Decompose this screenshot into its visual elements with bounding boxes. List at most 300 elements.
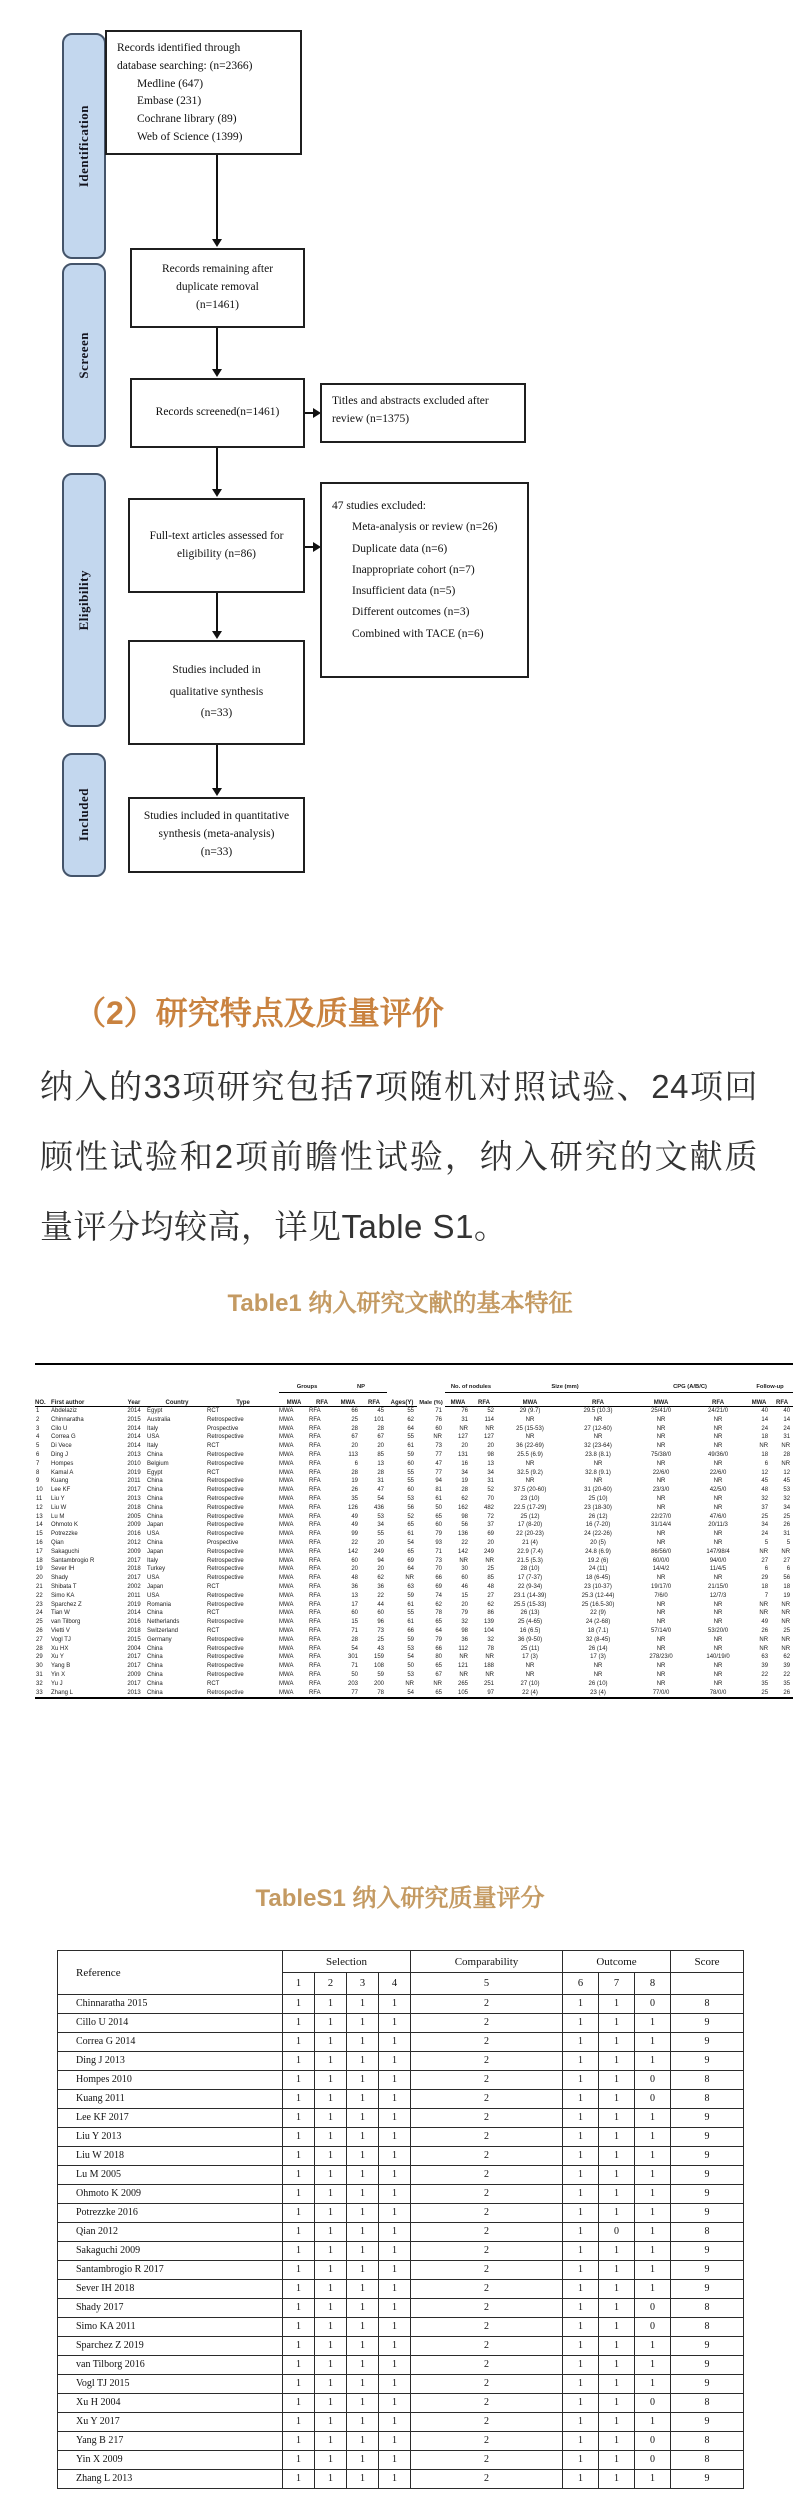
cell: Sparchez Z 2019 (58, 2337, 283, 2356)
cell: 2011 (127, 1592, 141, 1599)
cell: RFA (309, 1531, 321, 1538)
cell: 1 (315, 2432, 347, 2451)
cell: RFA (309, 1645, 321, 1652)
cell: 1 (347, 2337, 379, 2356)
box-quantitative-synthesis (128, 797, 305, 873)
table1-container (35, 1363, 793, 1699)
cell: 8 (671, 2071, 744, 2090)
cell: 126 (347, 1504, 358, 1511)
cell: 265 (457, 1680, 468, 1687)
cell: RFA (309, 1504, 321, 1511)
cell: 20 (487, 1443, 495, 1450)
cell: 1 (563, 2432, 599, 2451)
cell: RCT (207, 1469, 220, 1476)
cell: 0 (635, 2432, 671, 2451)
cell: 65 (435, 1663, 442, 1670)
cell: 31 (783, 1531, 791, 1538)
table-row (58, 2261, 744, 2280)
cell: 2017 (127, 1654, 141, 1661)
cell: NR (781, 1460, 791, 1467)
cell: 1 (283, 2261, 315, 2280)
cell: 11 (36, 1495, 43, 1502)
cell: 45 (761, 1478, 769, 1485)
cell: NR (459, 1671, 468, 1678)
cell: 2 (411, 2394, 563, 2413)
cell: Ohmoto K 2009 (58, 2185, 283, 2204)
group-header-selection: Selection (283, 1951, 411, 1973)
cell: Xu H 2004 (58, 2394, 283, 2413)
cell: RFA (309, 1601, 321, 1608)
cell: Yu J (51, 1680, 63, 1687)
box-text (162, 261, 273, 314)
cell: 1 (635, 2413, 671, 2432)
cell: 2005 (127, 1513, 141, 1520)
cell: 2013 (127, 1689, 141, 1696)
table-row (35, 1513, 793, 1522)
cell: 1 (283, 2033, 315, 2052)
cell: NR (713, 1416, 723, 1423)
cell: 2 (411, 2413, 563, 2432)
cell: 1 (563, 2299, 599, 2318)
cell: 21/15/0 (708, 1583, 729, 1590)
column-header-author: First author (51, 1393, 121, 1407)
cell: 6 (764, 1460, 769, 1467)
cell: 26 (13) (520, 1610, 540, 1617)
cell: 50 (435, 1504, 442, 1511)
cell: NR (656, 1443, 666, 1450)
cell: 63 (407, 1583, 414, 1590)
cell: MWA (279, 1416, 294, 1423)
cell: 62 (487, 1601, 495, 1608)
cell: Retrospective (207, 1522, 244, 1529)
cell: 301 (347, 1654, 358, 1661)
cell: 21 (4) (522, 1539, 538, 1546)
cell: 10 (36, 1487, 43, 1494)
cell: 20 (351, 1443, 358, 1450)
cell: Xu HX (51, 1645, 69, 1652)
cell: NR (593, 1663, 603, 1670)
cell: 48 (351, 1575, 358, 1582)
cell: Di Vece (51, 1443, 72, 1450)
box-text: Records identified through (117, 42, 241, 54)
cell: 62 (407, 1416, 414, 1423)
cell: 5 (764, 1539, 769, 1546)
table-row (35, 1653, 793, 1662)
cell: MWA (279, 1654, 294, 1661)
cell: Italy (147, 1425, 159, 1432)
column-header-type: Type (207, 1393, 279, 1407)
cell: 54 (377, 1495, 384, 1502)
cell: NR (713, 1645, 723, 1652)
box-fulltext-assessed (128, 498, 305, 593)
section-paragraph: 纳入的33项研究包括7项随机对照试验、24项回顾性试验和2项前瞻性试验，纳入研究的文献质量评分均较高，详见Table S1。 (40, 1068, 758, 1245)
table-row (58, 2166, 744, 2185)
cell: China (147, 1689, 163, 1696)
cell: 188 (484, 1663, 495, 1670)
cell: 43 (377, 1645, 384, 1652)
cell: 16 (7-20) (585, 1522, 611, 1529)
cell: 59 (407, 1636, 414, 1643)
cell: 1 (36, 1408, 40, 1414)
cell: NR (485, 1654, 495, 1661)
cell: 67 (377, 1434, 384, 1441)
table-row (35, 1680, 793, 1689)
cell: 60 (407, 1487, 414, 1494)
cell: 25.5 (15-33) (513, 1601, 547, 1608)
cell: 71 (435, 1407, 442, 1414)
cell: 46 (461, 1583, 468, 1590)
cell: 147/98/4 (706, 1548, 730, 1555)
cell: Sever IH 2018 (58, 2280, 283, 2299)
cell: 73 (377, 1627, 384, 1634)
cell: 32 (761, 1495, 769, 1502)
cell: 31 (20-60) (584, 1487, 612, 1494)
cell: 23 (4) (590, 1689, 606, 1696)
list-item: Combined with TACE (n=6) (352, 627, 484, 640)
cell: NR (593, 1416, 603, 1423)
cell: 9 (671, 2356, 744, 2375)
cell: 1 (315, 2356, 347, 2375)
cell: Cillo U 2014 (58, 2014, 283, 2033)
cell: 25 (10) (588, 1495, 608, 1502)
table-row (58, 2413, 744, 2432)
cell: NR (759, 1645, 769, 1652)
cell: 52 (487, 1487, 495, 1494)
list-item: Records remaining after (161, 263, 274, 276)
cell: Kuang 2011 (58, 2090, 283, 2109)
cell: 203 (347, 1680, 358, 1687)
box-text (150, 528, 284, 564)
cell: USA (147, 1592, 160, 1599)
cell: 25 (377, 1636, 384, 1643)
cell: 2 (411, 2242, 563, 2261)
cell: 78/0/0 (709, 1689, 727, 1696)
cell: USA (147, 1434, 160, 1441)
box-records-screened (130, 378, 305, 448)
cell: NR (713, 1610, 723, 1617)
cell: NR (759, 1610, 769, 1617)
cell: Liu Y (51, 1495, 65, 1502)
cell: 28 (10) (520, 1566, 540, 1573)
cell: 1 (635, 2242, 671, 2261)
cell: NR (759, 1548, 769, 1555)
cell: 2012 (127, 1539, 141, 1546)
cell: NR (656, 1636, 666, 1643)
cell: 1 (283, 2071, 315, 2090)
cell: 79 (435, 1636, 442, 1643)
cell: 73 (435, 1443, 442, 1450)
cell: Correa G 2014 (58, 2033, 283, 2052)
cell: MWA (279, 1425, 294, 1432)
cell: 22 (9) (590, 1610, 606, 1617)
cell: 1 (563, 2204, 599, 2223)
cell: 53 (377, 1513, 384, 1520)
cell: 12 (36, 1504, 43, 1511)
cell: 9 (671, 2280, 744, 2299)
cell: 24 (36, 1610, 43, 1617)
cell: Yang B (51, 1663, 71, 1670)
cell: 1 (347, 2470, 379, 2489)
cell: 1 (599, 2432, 635, 2451)
column-header-no: NO. (35, 1393, 51, 1407)
list-item: duplicate removal (176, 281, 259, 294)
cell: 1 (315, 2413, 347, 2432)
cell: 1 (599, 2375, 635, 2394)
cell: 1 (379, 2223, 411, 2242)
list-item: Studies included in (172, 663, 261, 676)
cell: 39 (761, 1663, 769, 1670)
cell: 1 (379, 2375, 411, 2394)
cell: 1 (315, 2451, 347, 2470)
cell: 17 (8-20) (517, 1522, 543, 1529)
cell: Sparchez Z (51, 1601, 82, 1608)
cell: RFA (309, 1443, 321, 1450)
table-row (35, 1407, 793, 1416)
cell: 59 (407, 1592, 414, 1599)
cell: 37 (487, 1522, 495, 1529)
table-row (35, 1504, 793, 1513)
cell: NR (593, 1460, 603, 1467)
cell: 17 (36, 1548, 43, 1555)
cell: MWA (279, 1680, 294, 1687)
cell: 1 (599, 2413, 635, 2432)
cell: 1 (379, 2470, 411, 2489)
subheader-3: 3 (347, 1973, 379, 1995)
cell: 1 (379, 2413, 411, 2432)
cell: 20/11/3 (708, 1522, 728, 1529)
cell: 2 (411, 2261, 563, 2280)
cell: 0 (635, 2299, 671, 2318)
table-row (58, 2337, 744, 2356)
cell: van Tilborg 2016 (58, 2356, 283, 2375)
cell: 1 (635, 2280, 671, 2299)
table-row (35, 1618, 793, 1627)
cell: Retrospective (207, 1636, 244, 1643)
cell: RFA (309, 1548, 321, 1555)
cell: 23 (10-37) (584, 1583, 612, 1590)
cell: RFA (309, 1671, 321, 1678)
cell: 80 (435, 1654, 442, 1661)
list-item: Different outcomes (n=3) (352, 606, 470, 619)
cell: 19 (351, 1478, 358, 1485)
cell: 71 (435, 1548, 442, 1555)
table-row (58, 2470, 744, 2489)
cell: Australia (147, 1416, 171, 1423)
cell: Retrospective (207, 1592, 244, 1599)
cell: Liu W 2018 (58, 2147, 283, 2166)
table-row (35, 1469, 793, 1478)
cell: 23 (10) (520, 1495, 540, 1502)
cell: 1 (283, 2052, 315, 2071)
cell: Lu M (51, 1513, 65, 1520)
cell: 1 (379, 1995, 411, 2014)
cell: 28 (783, 1451, 791, 1458)
cell: RFA (309, 1495, 321, 1502)
cell: 52 (407, 1513, 414, 1520)
cell: 18 (761, 1434, 769, 1441)
cell: 2009 (127, 1522, 141, 1529)
cell: 2014 (127, 1443, 141, 1450)
cell: 9 (671, 2014, 744, 2033)
cell: 19.2 (6) (587, 1557, 609, 1564)
spacer (35, 1364, 279, 1393)
cell: 2016 (127, 1531, 141, 1538)
cell: NR (525, 1671, 535, 1678)
tableS1-caption: TableS1 纳入研究质量评分 (255, 1885, 545, 1912)
tableS1-container (57, 1950, 743, 2489)
cell: 94 (377, 1557, 384, 1564)
cell: 1 (563, 2375, 599, 2394)
cell: NR (656, 1539, 666, 1546)
list-item: Full-text articles assessed for (149, 529, 284, 542)
cell: 21.5 (5.3) (517, 1557, 543, 1564)
column-header-rfa: RFA (309, 1393, 335, 1407)
cell: 1 (347, 2128, 379, 2147)
cell: 60 (461, 1575, 468, 1582)
cell: 31 (377, 1478, 384, 1485)
cell: NR (525, 1478, 535, 1485)
cell: 40 (783, 1408, 791, 1414)
cell: 62 (461, 1495, 468, 1502)
cell: 1 (347, 2223, 379, 2242)
cell: 1 (599, 2394, 635, 2413)
cell: 98 (461, 1513, 468, 1520)
cell: 2011 (127, 1478, 141, 1485)
cell: 1 (347, 2432, 379, 2451)
cell: 9 (671, 2166, 744, 2185)
cell: 23 (36, 1601, 43, 1608)
table-row (35, 1539, 793, 1548)
cell: 1 (635, 2033, 671, 2052)
cell: NR (713, 1460, 723, 1467)
cell: NR (713, 1663, 723, 1670)
cell: MWA (279, 1610, 294, 1617)
cell: 1 (379, 2204, 411, 2223)
cell: RCT (207, 1583, 220, 1590)
cell: 22/6/0 (709, 1469, 727, 1476)
cell: 71 (351, 1663, 358, 1670)
table-row (58, 2052, 744, 2071)
cell: 34 (487, 1469, 495, 1476)
table-row (35, 1609, 793, 1618)
cell: 0 (599, 2223, 635, 2242)
table1-caption: Table1 纳入研究文献的基本特征 (227, 1290, 573, 1317)
stage-screen (62, 263, 106, 447)
cell: 2 (411, 1995, 563, 2014)
cell: 9 (671, 2242, 744, 2261)
cell: 1 (347, 2242, 379, 2261)
cell: Japan (147, 1522, 164, 1529)
subheader-1: 1 (283, 1973, 315, 1995)
cell: 19/17/0 (651, 1583, 672, 1590)
cell: 16 (36, 1539, 43, 1546)
cell: 1 (347, 2147, 379, 2166)
cell: 29.5 (10.3) (583, 1408, 613, 1414)
cell: 1 (635, 2052, 671, 2071)
cell: NR (656, 1416, 666, 1423)
cell: 50 (351, 1671, 358, 1678)
cell: 2017 (127, 1575, 141, 1582)
cell: 98 (487, 1451, 495, 1458)
cell: 60/0/0 (652, 1557, 670, 1564)
cell: 32 (8-45) (585, 1636, 611, 1643)
group-header-size: Size (mm) (497, 1364, 633, 1393)
cell: 22 (4) (522, 1689, 538, 1696)
cell: 2 (411, 2451, 563, 2470)
cell: 1 (563, 2147, 599, 2166)
cell: 20 (377, 1539, 384, 1546)
cell: 59 (377, 1671, 384, 1678)
cell: 44 (377, 1601, 384, 1608)
cell: 1 (379, 2242, 411, 2261)
table-row (35, 1548, 793, 1557)
cell: 22 (783, 1671, 791, 1678)
cell: 2002 (127, 1583, 141, 1590)
cell: 60 (351, 1557, 358, 1564)
cell: NR (405, 1680, 414, 1687)
cell: 1 (563, 2451, 599, 2470)
cell: 32 (783, 1495, 791, 1502)
cell: 14/4/2 (652, 1566, 670, 1573)
table-row (35, 1416, 793, 1425)
cell: China (147, 1487, 163, 1494)
cell: Retrospective (207, 1416, 244, 1423)
cell: MWA (279, 1583, 294, 1590)
cell: 27 (12-60) (584, 1425, 612, 1432)
cell: 278/23/0 (649, 1654, 673, 1661)
cell: 1 (379, 2451, 411, 2470)
cell: 1 (283, 2413, 315, 2432)
cell: 66 (407, 1627, 414, 1634)
cell: Ding J 2013 (58, 2052, 283, 2071)
cell: 1 (347, 1995, 379, 2014)
table-row (58, 2394, 744, 2413)
cell: 29 (761, 1575, 769, 1582)
column-header-rfa: RFA (563, 1393, 633, 1407)
table-row (35, 1530, 793, 1539)
cell: Abdelaziz (51, 1408, 78, 1414)
cell: Egypt (147, 1469, 163, 1476)
cell: 20 (487, 1539, 495, 1546)
cell: NR (713, 1504, 723, 1511)
cell: Liu Y 2013 (58, 2128, 283, 2147)
cell: NR (656, 1495, 666, 1502)
cell: 8 (671, 2451, 744, 2470)
cell: 1 (315, 2204, 347, 2223)
cell: 1 (563, 2128, 599, 2147)
cell: 61 (407, 1619, 414, 1626)
table-row (35, 1557, 793, 1566)
cell: 8 (36, 1469, 40, 1476)
box-text: database searching: (n=2366) (117, 59, 253, 72)
cell: 67 (351, 1434, 358, 1441)
cell: 1 (283, 2223, 315, 2242)
cell: 3 (36, 1425, 40, 1432)
cell: Yin X 2009 (58, 2451, 283, 2470)
cell: 28 (377, 1425, 384, 1432)
column-header-rfa: RFA (471, 1393, 497, 1407)
cell: Lee KF 2017 (58, 2109, 283, 2128)
cell: NR (485, 1671, 495, 1678)
cell: 1 (563, 2242, 599, 2261)
column-header-year: Year (121, 1393, 147, 1407)
cell: 22 (761, 1671, 769, 1678)
cell: 2 (411, 2432, 563, 2451)
cell: 60 (351, 1610, 358, 1617)
cell: 63 (761, 1654, 769, 1661)
cell: Yin X (51, 1671, 66, 1678)
cell: 1 (379, 2299, 411, 2318)
